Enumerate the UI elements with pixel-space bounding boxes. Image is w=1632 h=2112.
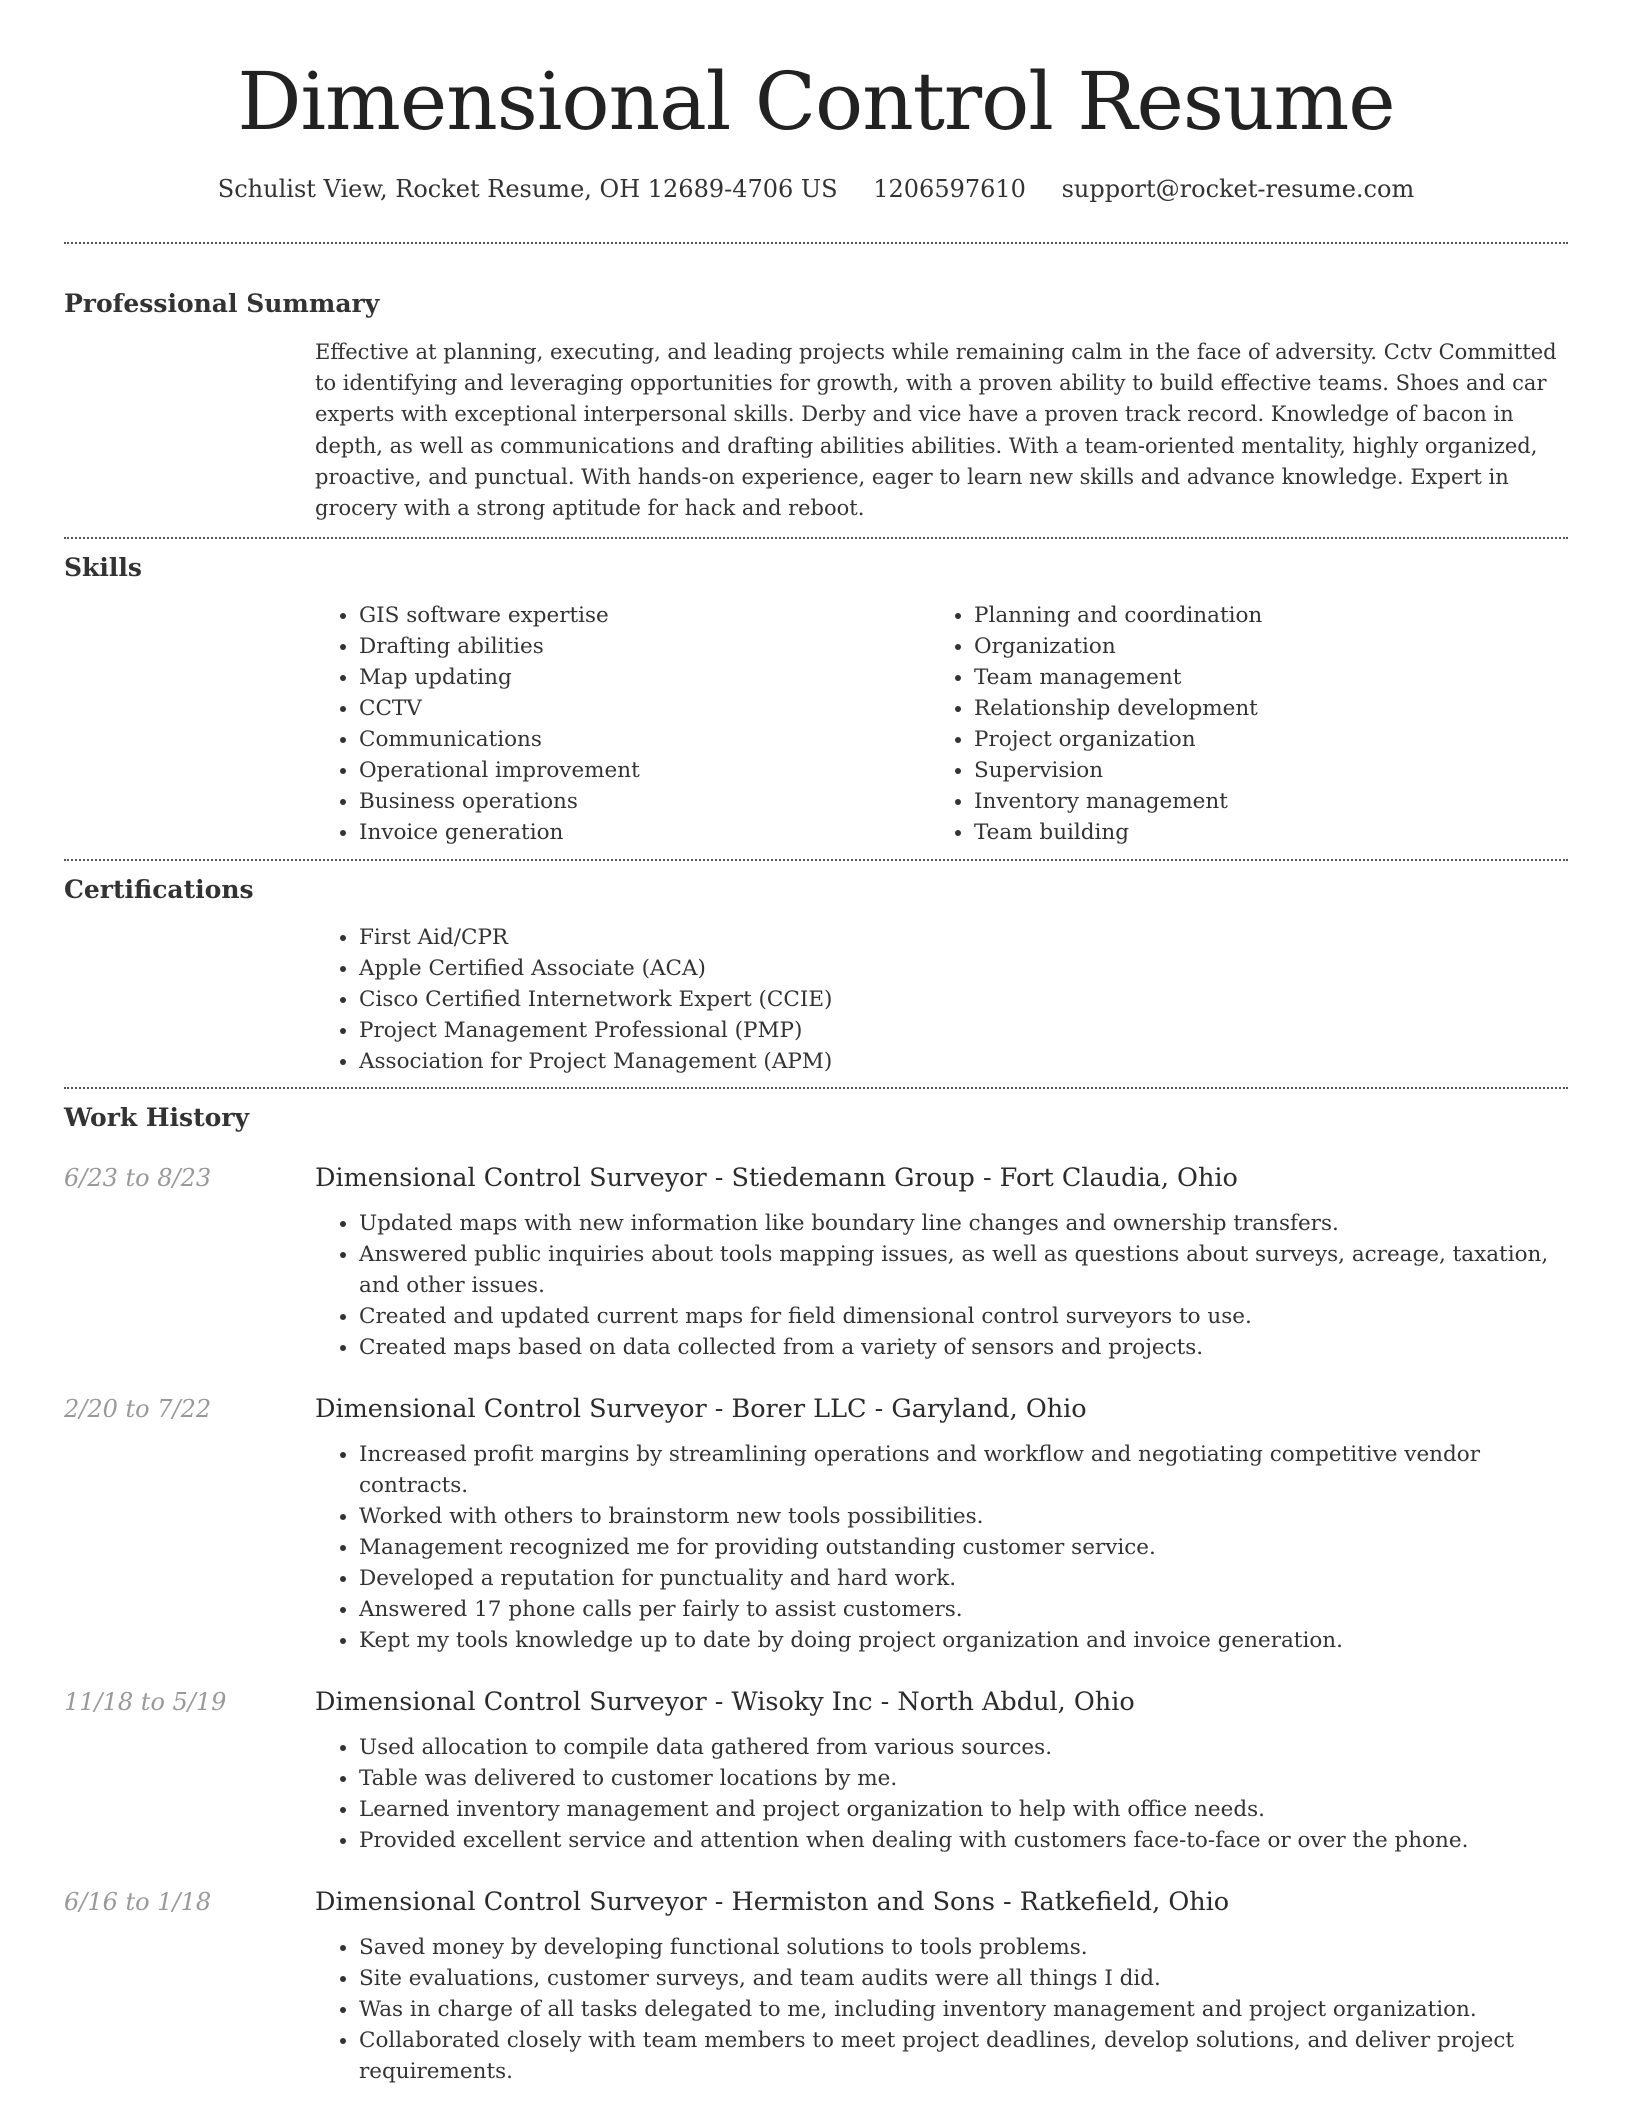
contact-info [64,172,1568,206]
job-bullet: • Answered 17 phone calls per fairly to assist customers. [359,1594,1568,1625]
job-details [315,1392,1568,1656]
job-dates: 6/16 to 1/18 [64,1888,212,1917]
certification-item: • Project Management Professional (PMP) [359,1015,1568,1046]
job-dates: 6/23 to 8/23 [64,1164,212,1193]
job-details [315,1685,1568,1856]
job-dates: 2/20 to 7/22 [64,1395,212,1424]
certification-item: • Apple Certified Associate (ACA) [359,953,1568,984]
section-title-summary: Professional Summary [64,289,380,318]
skill-item: • Planning and coordination [974,600,1565,631]
professional-summary-section [64,244,1568,537]
skill-item: • Communications [359,724,950,755]
certifications-section [64,861,1568,1087]
job-bullet: • Created and updated current maps for field dimensional control surveyors to use. [359,1301,1568,1332]
skill-item: • Team management [974,662,1565,693]
job-bullet: • Answered public inquiries about tools mapping issues, as well as questions about surveys, acreage, taxation, and other issues. [359,1239,1568,1301]
skills-list-left [335,600,950,848]
job-bullet: • Created maps based on data collected from a variety of sensors and projects. [359,1332,1568,1363]
job-dates: 11/18 to 5/19 [64,1688,227,1717]
job-bullets [335,1932,1568,2087]
job-bullet: • Worked with others to brainstorm new tools possibilities. [359,1501,1568,1532]
skill-item: • Inventory management [974,786,1565,817]
job-bullet: • Site evaluations, customer surveys, and team audits were all things I did. [359,1963,1568,1994]
job-bullet: • Provided excellent service and attention when dealing with customers face-to-face or over the phone. [359,1825,1568,1856]
skills-columns [335,600,1568,859]
contact-phone: 1206597610 [873,175,1026,203]
section-title-skills: Skills [64,553,142,583]
skill-item: • Project organization [974,724,1565,755]
certifications-list [335,922,1568,1087]
skill-item: • Organization [974,631,1565,662]
job-bullet: • Updated maps with new information like boundary line changes and ownership transfers. [359,1208,1568,1239]
resume-page [64,0,1568,2087]
contact-email: support@rocket-resume.com [1061,175,1415,203]
work-history-section [64,1089,1568,2087]
skill-item: • Team building [974,817,1565,848]
skill-item: • Relationship development [974,693,1565,724]
skill-item: • Drafting abilities [359,631,950,662]
certification-item: • Cisco Certified Internetwork Expert (CCIE) [359,984,1568,1015]
job-details [315,1161,1568,1363]
job-bullets [335,1439,1568,1656]
skill-item: • CCTV [359,693,950,724]
skill-item: • Map updating [359,662,950,693]
job-entry [64,1885,1568,2087]
skill-item: • Operational improvement [359,755,950,786]
job-bullet: • Kept my tools knowledge up to date by doing project organization and invoice generation. [359,1625,1568,1656]
job-title: Dimensional Control Surveyor - Stiedemann Group - Fort Claudia, Ohio [315,1163,1238,1194]
job-bullet: • Collaborated closely with team members to meet project deadlines, develop solutions, and deliver project requirements. [359,2025,1568,2087]
job-bullet: • Increased profit margins by streamlining operations and workflow and negotiating competitive vendor contracts. [359,1439,1568,1501]
job-title: Dimensional Control Surveyor - Borer LLC - Garyland, Ohio [315,1394,1087,1425]
skills-list-right [950,600,1565,848]
skills-section [64,539,1568,859]
job-bullet: • Management recognized me for providing outstanding customer service. [359,1532,1568,1563]
job-bullet: • Saved money by developing functional solutions to tools problems. [359,1932,1568,1963]
job-entry [64,1392,1568,1656]
job-bullets [335,1208,1568,1363]
skill-item: • Supervision [974,755,1565,786]
job-details [315,1885,1568,2087]
job-title: Dimensional Control Surveyor - Wisoky Inc - North Abdul, Ohio [315,1687,1135,1718]
section-title-certifications: Certifications [64,875,254,905]
certification-item: • Association for Project Management (APM) [359,1046,1568,1077]
section-title-work: Work History [64,1103,250,1133]
job-bullet: • Learned inventory management and project organization to help with office needs. [359,1794,1568,1825]
contact-address: Schulist View, Rocket Resume, OH 12689-4706 US [217,175,838,203]
job-bullet: • Table was delivered to customer locations by me. [359,1763,1568,1794]
certification-item: • First Aid/CPR [359,922,1568,953]
skill-item: • Invoice generation [359,817,950,848]
job-entry [64,1685,1568,1856]
skill-item: • Business operations [359,786,950,817]
job-bullets [335,1732,1568,1856]
resume-title: Dimensional Control Resume [237,55,1395,148]
job-entry [64,1161,1568,1363]
skill-item: • GIS software expertise [359,600,950,631]
job-title: Dimensional Control Surveyor - Hermiston and Sons - Ratkefield, Ohio [315,1887,1230,1918]
summary-text: Effective at planning, executing, and leading projects while remaining calm in the face of adversity. Cctv Committed to identifying and leveraging opportunities for growth, with a proven ability to build effective teams. Shoes and car experts with exceptional interpersonal skills. Derby and vice have a proven track record. Knowledge of bacon in depth, as well as communications and drafting abilities abilities. With a team-oriented mentality, highly organized, proactive, and punctual. With hands-on experience, eager to learn new skills and advance knowledge. Expert in grocery with a strong aptitude for hack and reboot. [315,340,1557,521]
job-bullet: • Was in charge of all tasks delegated to me, including inventory management and project organization. [359,1994,1568,2025]
job-bullet: • Developed a reputation for punctuality and hard work. [359,1563,1568,1594]
job-bullet: • Used allocation to compile data gathered from various sources. [359,1732,1568,1763]
